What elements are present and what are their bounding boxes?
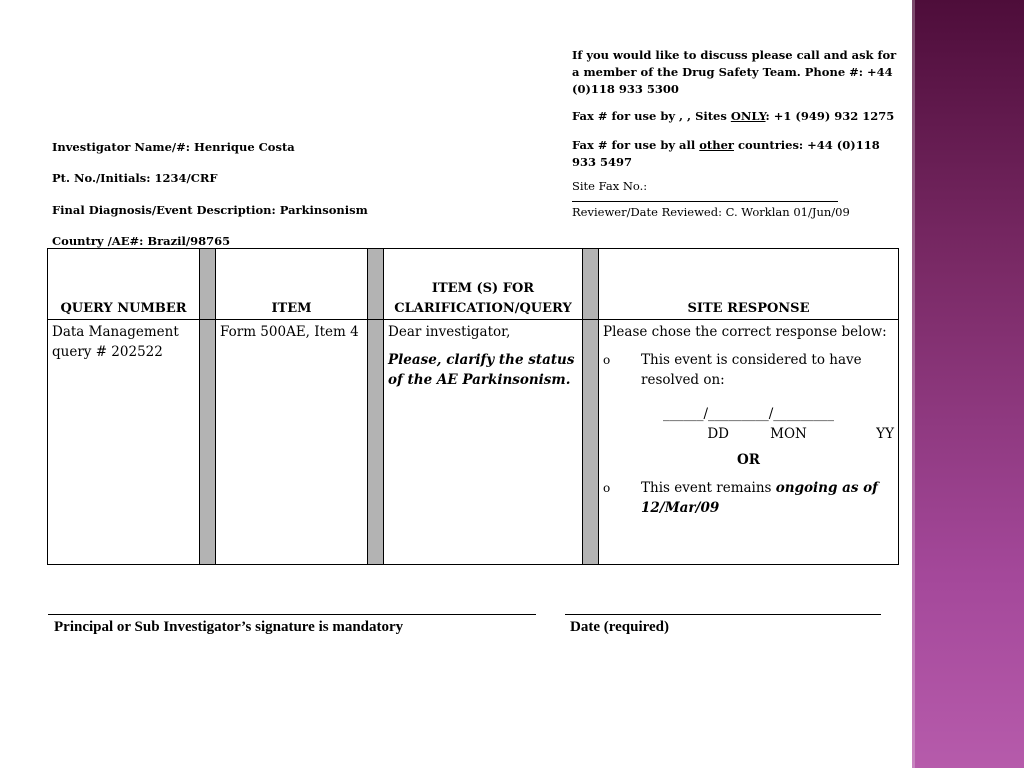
gray-divider: [368, 320, 384, 565]
item-cell: Form 500AE, Item 4: [216, 320, 368, 565]
response-option-resolved: [603, 350, 894, 390]
gray-divider: [583, 320, 599, 565]
final-diagnosis: Final Diagnosis/Event Description: Parkinsonism: [52, 203, 368, 217]
table-header-row: [48, 249, 899, 320]
table-row: [48, 320, 899, 565]
clarification-cell: [384, 320, 583, 565]
signature-label: Principal or Sub Investigator’s signature is mandatory: [54, 619, 404, 635]
response-intro: Please chose the correct response below:: [603, 324, 887, 340]
site-response-cell: [599, 320, 899, 565]
call-instructions: If you would like to discuss please call and ask for a member of the Drug Safety Team. Phone #: +44 (0)118 933 5300: [572, 48, 897, 96]
header-clarification: ITEM (S) FOR CLARIFICATION/QUERY: [384, 249, 583, 320]
query-number-cell: Data Management query # 202522: [48, 320, 200, 565]
site-fax-label: Site Fax No.:: [572, 179, 648, 193]
header-item: ITEM: [216, 249, 368, 320]
signature-line: [48, 614, 536, 615]
bullet-icon: o: [603, 481, 611, 495]
date-mon-label: MON: [770, 426, 807, 442]
reviewer-date: Reviewer/Date Reviewed: C. Worklan 01/Jun/09: [572, 205, 850, 219]
option-ongoing-text: This event remains ongoing as of 12/Mar/09: [641, 480, 878, 516]
gray-divider: [368, 249, 384, 320]
site-fax-line: [572, 201, 838, 202]
date-label: Date (required): [570, 619, 670, 635]
clarification-text: Please, clarify the status of the AE Parkinsonism.: [388, 352, 575, 388]
clarification-greeting: Dear investigator,: [388, 324, 511, 340]
contact-block: [572, 47, 902, 221]
fax-other-countries: Fax # for use by all other countries: +44 (0)118 933 5497: [572, 138, 880, 169]
decorative-side-bar: [912, 0, 1024, 768]
date-format-labels: [603, 424, 894, 444]
option-resolved-text: This event is considered to have resolved on:: [641, 352, 862, 388]
date-blank-line: ______/_________/_________: [662, 406, 835, 422]
date-yy-label: YY: [876, 426, 894, 442]
query-table: [47, 248, 899, 565]
header-query-number: QUERY NUMBER: [48, 249, 200, 320]
investigator-name: Investigator Name/#: Henrique Costa: [52, 140, 295, 154]
gray-divider: [200, 320, 216, 565]
patient-number: Pt. No./Initials: 1234/CRF: [52, 171, 218, 185]
bullet-icon: o: [603, 353, 611, 367]
date-line: [565, 614, 881, 615]
gray-divider: [200, 249, 216, 320]
fax-sites-only: Fax # for use by , , Sites ONLY: +1 (949) 932 1275: [572, 109, 895, 123]
response-option-ongoing: [603, 478, 894, 518]
or-label: OR: [737, 452, 760, 468]
header-site-response: SITE RESPONSE: [599, 249, 899, 320]
country-ae-number: Country /AE#: Brazil/98765: [52, 234, 231, 248]
gray-divider: [583, 249, 599, 320]
date-dd-label: DD: [707, 426, 729, 442]
